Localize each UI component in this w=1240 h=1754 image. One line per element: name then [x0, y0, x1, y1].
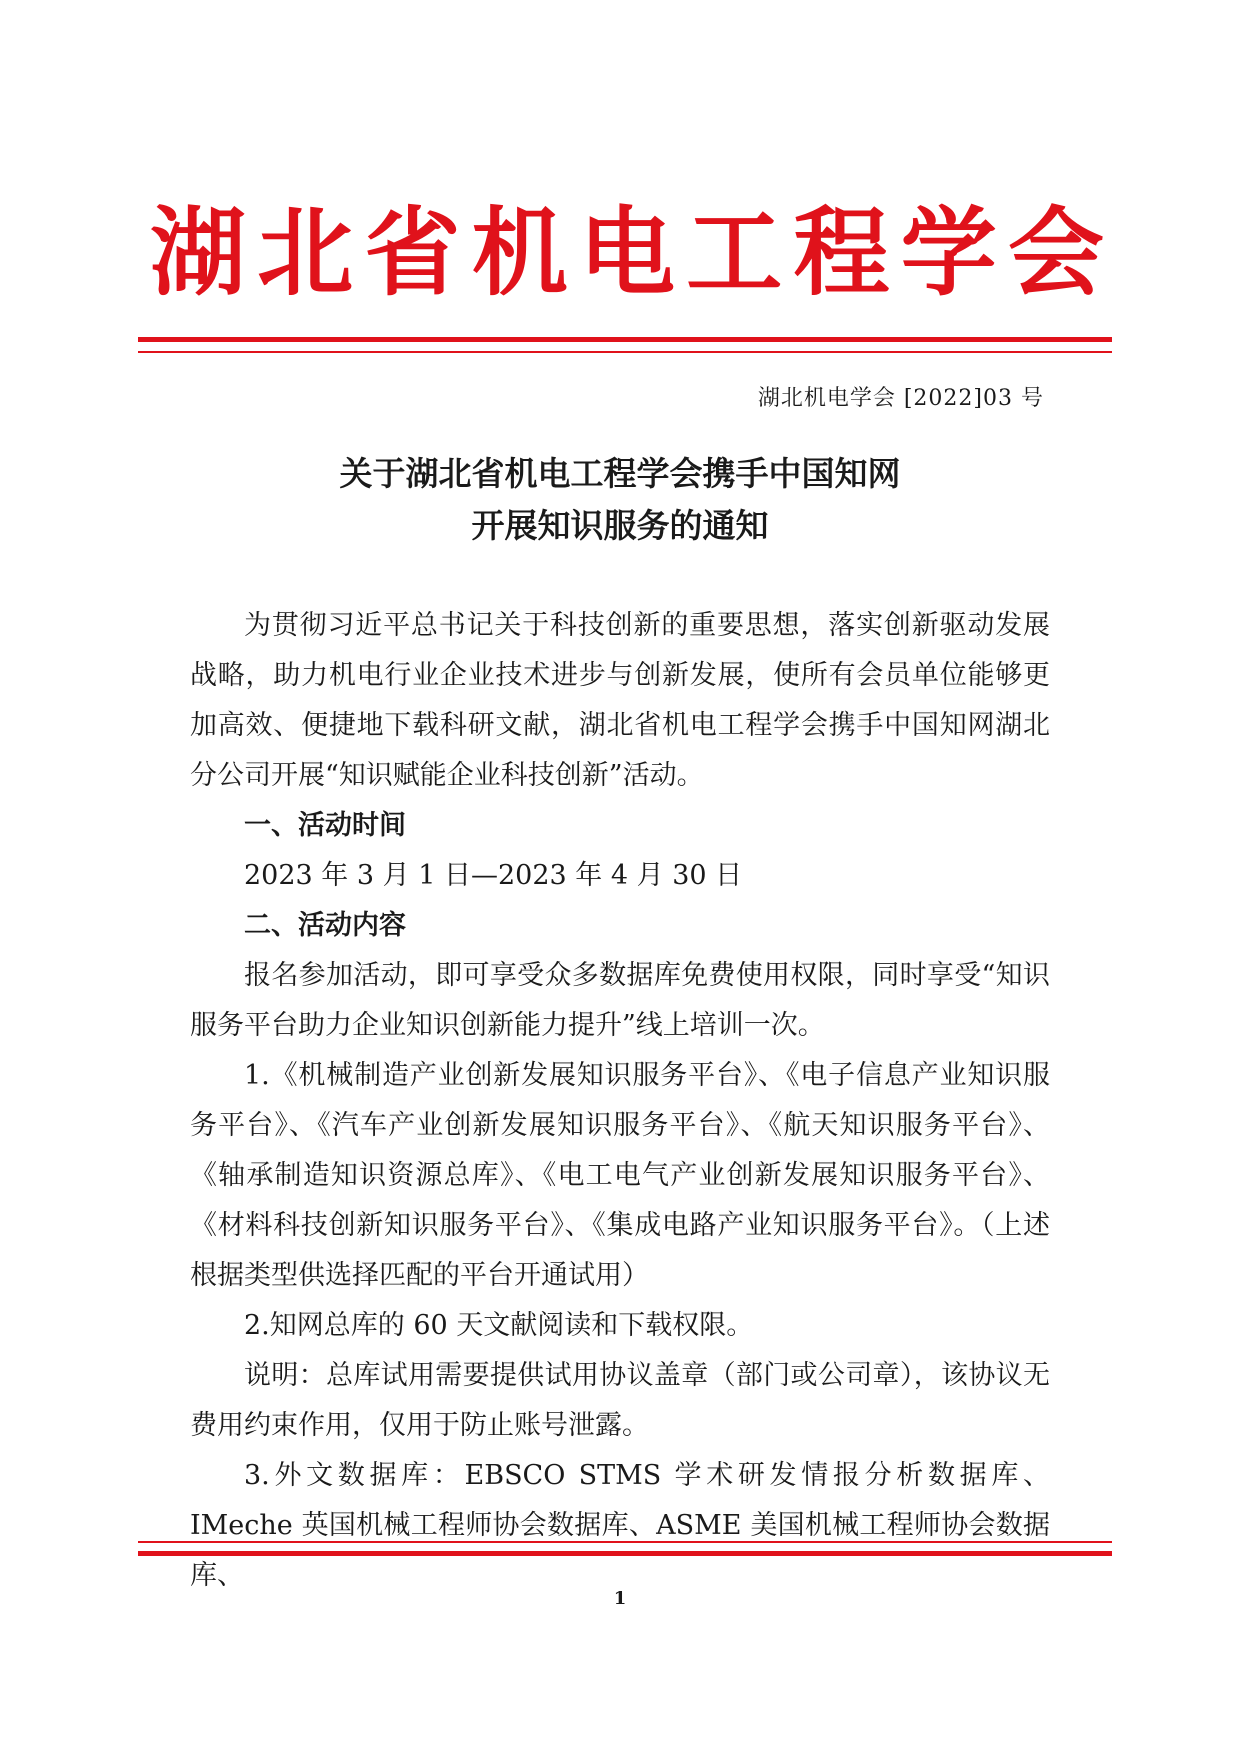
masthead-org-name: 湖北省机电工程学会	[150, 196, 1112, 309]
document-body	[190, 601, 1050, 1601]
intro-paragraph: 为贯彻习近平总书记关于科技创新的重要思想，落实创新驱动发展战略，助力机电行业企业技术进步与创新发展，使所有会员单位能够更加高效、便捷地下载科研文献，湖北省机电工程学会携手中国知网湖北分公司开展“知识赋能企业科技创新”活动。	[190, 610, 1050, 791]
masthead-thin-rule	[138, 351, 1112, 353]
content-paragraph: 报名参加活动，即可享受众多数据库免费使用权限，同时享受“知识服务平台助力企业知识创新能力提升”线上培训一次。	[190, 960, 1050, 1041]
title-line-1: 关于湖北省机电工程学会携手中国知网	[339, 454, 901, 493]
list-item-platforms: 1.《机械制造产业创新发展知识服务平台》、《电子信息产业知识服务平台》、《汽车产业创新发展知识服务平台》、《航天知识服务平台》、《轴承制造知识资源总库》、《电工电气产业创新发展知识服务平台》、《材料科技创新知识服务平台》、《集成电路产业知识服务平台》。（上述根据类型供选择匹配的平台开通试用）	[190, 1060, 1050, 1291]
list-item-cnki-access: 2.知网总库的 60 天文献阅读和下载权限。	[244, 1310, 754, 1341]
note-paragraph: 说明：总库试用需要提供试用协议盖章（部门或公司章），该协议无费用约束作用，仅用于防止账号泄露。	[190, 1360, 1050, 1441]
list-item-foreign-databases: 3.外文数据库：EBSCO STMS 学术研发情报分析数据库、IMeche 英国机械工程师协会数据库、ASME 美国机械工程师协会数据库、	[190, 1460, 1050, 1591]
title-line-2: 开展知识服务的通知	[471, 506, 769, 545]
document-number: 湖北机电学会 [2022]03 号	[757, 386, 1044, 411]
footer-thin-rule	[138, 1541, 1112, 1543]
section-heading-content: 二、活动内容	[244, 910, 406, 941]
page-number: 1	[613, 1588, 627, 1609]
section-heading-time: 一、活动时间	[244, 810, 406, 841]
activity-dates: 2023 年 3 月 1 日—2023 年 4 月 30 日	[244, 860, 743, 891]
document-title	[150, 448, 1090, 552]
masthead-thick-rule	[138, 337, 1112, 342]
footer-thick-rule	[138, 1551, 1112, 1556]
